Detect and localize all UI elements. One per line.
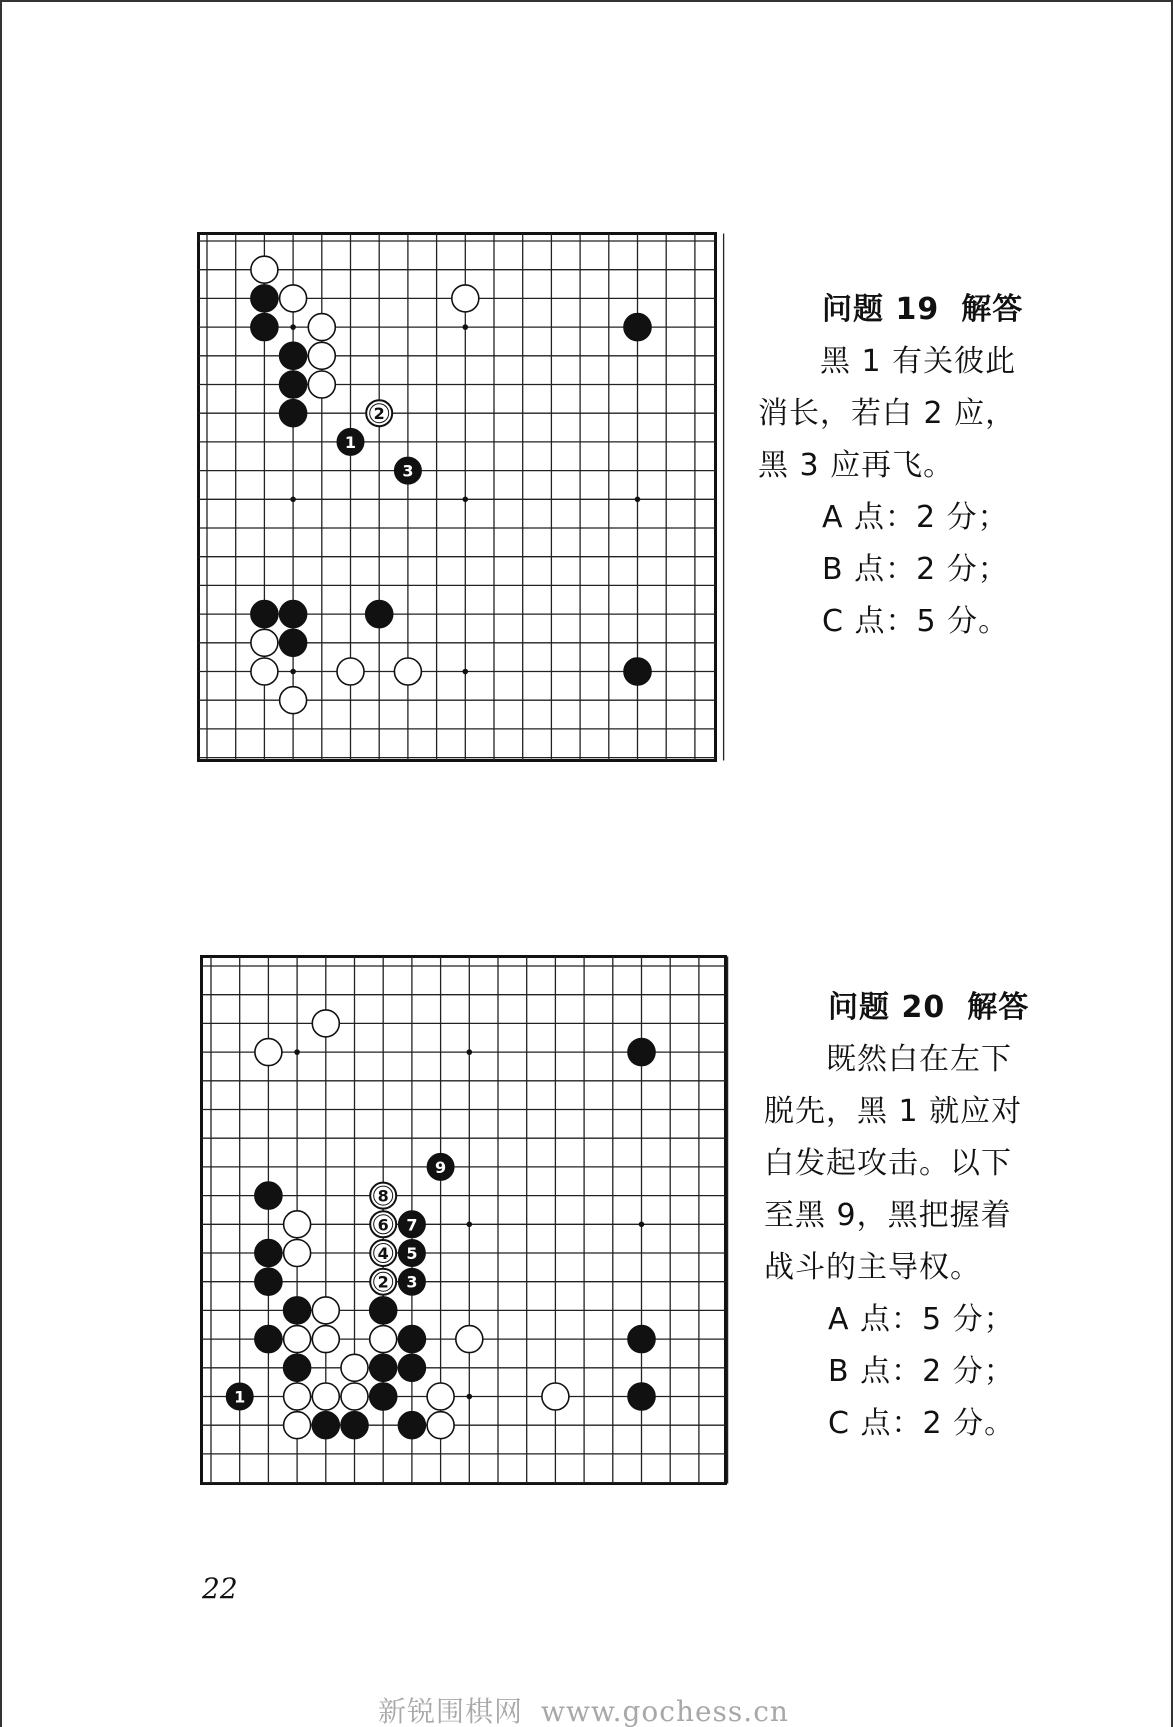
black-stone bbox=[255, 1182, 282, 1209]
white-stone bbox=[255, 1039, 282, 1066]
star-point bbox=[463, 497, 469, 503]
commentary-problem-19 bbox=[758, 284, 1058, 648]
page-number: 22 bbox=[202, 1572, 238, 1605]
black-stone bbox=[370, 1383, 397, 1410]
white-stone bbox=[251, 658, 278, 685]
score-line: C 点：5 分。 bbox=[822, 604, 1010, 639]
move-number: 1 bbox=[344, 432, 357, 452]
white-stone bbox=[284, 1412, 311, 1439]
white-stone bbox=[308, 314, 335, 341]
white-stone bbox=[280, 285, 307, 312]
score-line: A 点：5 分； bbox=[828, 1302, 1015, 1337]
move-number: 3 bbox=[406, 1272, 418, 1292]
commentary-line: 黑 1 有关彼此 bbox=[820, 344, 1017, 379]
black-stone bbox=[628, 1383, 655, 1410]
black-stone bbox=[312, 1412, 339, 1439]
black-stone bbox=[255, 1326, 282, 1353]
star-point bbox=[467, 1222, 473, 1228]
white-stone bbox=[284, 1240, 311, 1267]
black-stone bbox=[280, 342, 307, 369]
black-stone bbox=[624, 314, 651, 341]
score-line: C 点：2 分。 bbox=[828, 1406, 1016, 1441]
black-stone bbox=[628, 1039, 655, 1066]
commentary-line: 消长，若白 2 应， bbox=[758, 396, 1017, 431]
white-stone bbox=[284, 1211, 311, 1238]
black-stone bbox=[366, 601, 393, 628]
black-stone bbox=[251, 601, 278, 628]
black-stone bbox=[370, 1354, 397, 1381]
black-stone bbox=[341, 1412, 368, 1439]
watermark-url: www.gochess.cn bbox=[541, 1695, 789, 1727]
problem-title: 问题 19 解答 bbox=[822, 292, 1024, 327]
move-number: 9 bbox=[435, 1157, 447, 1177]
move-number: 3 bbox=[402, 461, 414, 481]
white-stone bbox=[308, 342, 335, 369]
black-stone bbox=[280, 400, 307, 427]
score-line: B 点：2 分； bbox=[828, 1354, 1015, 1389]
score-line: B 点：2 分； bbox=[822, 552, 1009, 587]
move-number: 1 bbox=[234, 1387, 246, 1407]
white-stone bbox=[370, 1326, 397, 1353]
star-point bbox=[639, 1222, 645, 1228]
star-point bbox=[463, 324, 469, 330]
black-stone bbox=[624, 658, 651, 685]
commentary-line: 战斗的主导权。 bbox=[764, 1250, 981, 1285]
go-board-problem-19 bbox=[197, 232, 717, 762]
white-stone bbox=[542, 1383, 569, 1410]
black-stone bbox=[398, 1326, 425, 1353]
black-stone bbox=[284, 1354, 311, 1381]
commentary-problem-20 bbox=[764, 982, 1064, 1450]
score-line: A 点：2 分； bbox=[822, 500, 1009, 535]
black-stone bbox=[251, 314, 278, 341]
move-number: 2 bbox=[373, 404, 385, 424]
commentary-line: 脱先，黑 1 就应对 bbox=[764, 1094, 1023, 1129]
white-stone bbox=[456, 1326, 483, 1353]
black-stone bbox=[628, 1326, 655, 1353]
move-number: 6 bbox=[377, 1215, 389, 1235]
move-number: 5 bbox=[406, 1244, 418, 1263]
white-stone bbox=[312, 1383, 339, 1410]
white-stone bbox=[341, 1383, 368, 1410]
star-point bbox=[463, 669, 469, 675]
white-stone bbox=[251, 256, 278, 283]
star-point bbox=[290, 324, 296, 330]
white-stone bbox=[427, 1412, 454, 1439]
move-number: 4 bbox=[377, 1244, 389, 1263]
black-stone bbox=[398, 1354, 425, 1381]
commentary-line: 既然白在左下 bbox=[826, 1042, 1012, 1077]
white-stone bbox=[337, 658, 364, 685]
black-stone bbox=[284, 1297, 311, 1324]
watermark-site-name: 新锐围棋网 bbox=[378, 1695, 524, 1727]
black-stone bbox=[280, 371, 307, 398]
black-stone bbox=[280, 601, 307, 628]
problem-title: 问题 20 解答 bbox=[828, 990, 1030, 1025]
white-stone bbox=[427, 1383, 454, 1410]
move-number: 7 bbox=[406, 1215, 418, 1235]
white-stone bbox=[312, 1297, 339, 1324]
white-stone bbox=[452, 285, 479, 312]
go-board-problem-20 bbox=[200, 955, 727, 1485]
white-stone bbox=[284, 1383, 311, 1410]
white-stone bbox=[312, 1326, 339, 1353]
white-stone bbox=[308, 371, 335, 398]
star-point bbox=[294, 1049, 300, 1055]
black-stone bbox=[255, 1240, 282, 1267]
white-stone bbox=[341, 1354, 368, 1381]
star-point bbox=[290, 497, 296, 503]
white-stone bbox=[251, 629, 278, 656]
white-stone bbox=[394, 658, 421, 685]
star-point bbox=[467, 1394, 473, 1400]
white-stone bbox=[284, 1326, 311, 1353]
commentary-line: 至黑 9，黑把握着 bbox=[764, 1198, 1012, 1233]
move-number: 8 bbox=[377, 1186, 389, 1206]
black-stone bbox=[280, 629, 307, 656]
move-number: 2 bbox=[377, 1272, 389, 1292]
star-point bbox=[467, 1049, 473, 1055]
black-stone bbox=[251, 285, 278, 312]
black-stone bbox=[370, 1297, 397, 1324]
commentary-line: 白发起攻击。以下 bbox=[764, 1146, 1012, 1181]
watermark bbox=[378, 1690, 789, 1727]
black-stone bbox=[255, 1268, 282, 1295]
black-stone bbox=[398, 1412, 425, 1439]
white-stone bbox=[312, 1010, 339, 1037]
star-point bbox=[290, 669, 296, 675]
commentary-line: 黑 3 应再飞。 bbox=[758, 448, 955, 483]
white-stone bbox=[280, 687, 307, 714]
star-point bbox=[635, 497, 641, 503]
